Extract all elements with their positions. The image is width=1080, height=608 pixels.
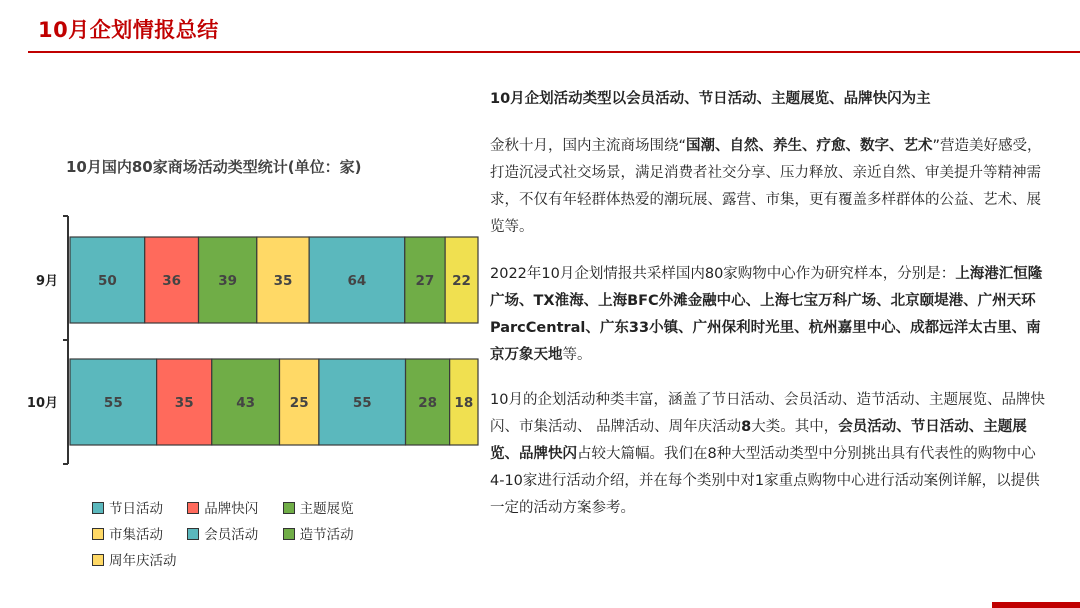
- data-label: 55: [352, 395, 372, 411]
- legend-label: 会员活动: [204, 527, 259, 543]
- text-run: 10月的企划活动种类丰富，涵盖了节日活动、会员活动、造节活动、主题展览、品牌快闪、市集活动、 品牌活动、周年庆活动: [490, 392, 1045, 435]
- data-label: 27: [415, 273, 435, 289]
- legend-label: 造节活动: [299, 527, 354, 543]
- summary-text: [490, 86, 1050, 522]
- legend-item: [92, 522, 163, 548]
- data-label: 18: [454, 395, 474, 411]
- legend-item: [187, 496, 258, 522]
- legend-item: [283, 496, 354, 522]
- text-run: 大类。其中，: [751, 419, 839, 435]
- legend-label: 品牌快闪: [204, 501, 259, 517]
- data-label: 43: [236, 395, 256, 411]
- paragraph-themes: [490, 133, 1050, 241]
- legend-label: 节日活动: [109, 501, 163, 517]
- paragraph-samples: [490, 261, 1050, 369]
- legend-item: [283, 522, 354, 548]
- text-run: 占较大篇幅。我们在8种大型活动类型中分别挑出具有代表性的购物中心4-10家进行活动介绍，并在每个类别中对1家重点购物中心进行活动案例详解，以提供一定的活动方案参考。: [490, 446, 1040, 516]
- legend-label: 市集活动: [109, 527, 163, 543]
- data-label: 39: [218, 273, 238, 289]
- data-label: 35: [273, 273, 293, 289]
- text-run: ”营造美好感受，打造沉浸式社交场景，满足消费者社交分享、压力释放、亲近自然、审美提升等精神需求，不仅有年轻群体热爱的潮玩展、露营、市集，更有覆盖多样群体的公益、艺术、展览等。: [490, 138, 1042, 235]
- legend-label: 周年庆活动: [109, 553, 177, 569]
- data-label: 25: [289, 395, 309, 411]
- text-run: 金秋十月，国内主流商场围绕“: [490, 138, 687, 154]
- text-run-bold: 上海港汇恒隆广场、TX淮海、上海BFC外滩金融中心、上海七宝万科广场、北京颐堤港、广州天环ParcCentral、广东33小镇、广州保利时光里、杭州嘉里中心、成都远洋太古里、南京万象天地: [490, 266, 1043, 363]
- legend-item: [187, 522, 258, 548]
- legend-swatch: [92, 502, 104, 514]
- footer-accent-bar: [992, 602, 1080, 608]
- text-run: 2022年10月企划情报共采样国内80家购物中心作为研究样本，分别是：: [490, 266, 956, 282]
- page-title: 10月企划情报总结: [38, 18, 219, 42]
- text-run-bold: 会员活动、节日活动、主题展览、品牌快闪: [490, 419, 1027, 462]
- category-label: 9月: [35, 274, 58, 289]
- legend-item: [92, 548, 177, 574]
- text-run-bold: 8: [741, 419, 752, 435]
- chart-legend: [92, 496, 462, 574]
- data-label: 36: [162, 273, 182, 289]
- legend-swatch: [92, 554, 104, 566]
- legend-swatch: [92, 528, 104, 540]
- legend-item: [92, 496, 163, 522]
- data-label: 35: [174, 395, 194, 411]
- text-run: 等。: [562, 347, 592, 363]
- summary-heading: 10月企划活动类型以会员活动、节日活动、主题展览、品牌快闪为主: [490, 91, 931, 107]
- legend-swatch: [187, 528, 199, 540]
- stacked-bar-chart: [0, 200, 480, 480]
- legend-swatch: [283, 502, 295, 514]
- data-label: 64: [347, 273, 367, 289]
- data-label: 22: [452, 273, 471, 289]
- legend-swatch: [283, 528, 295, 540]
- category-label: 10月: [26, 396, 58, 411]
- data-label: 50: [97, 273, 117, 289]
- data-label: 55: [103, 395, 123, 411]
- data-label: 28: [418, 395, 437, 411]
- chart-title: 10月国内80家商场活动类型统计(单位：家): [66, 158, 362, 176]
- title-rule: [28, 51, 1080, 53]
- text-run-bold: 国潮、自然、养生、疗愈、数字、艺术: [686, 138, 933, 154]
- legend-swatch: [187, 502, 199, 514]
- paragraph-categories: [490, 387, 1050, 522]
- legend-label: 主题展览: [299, 501, 354, 517]
